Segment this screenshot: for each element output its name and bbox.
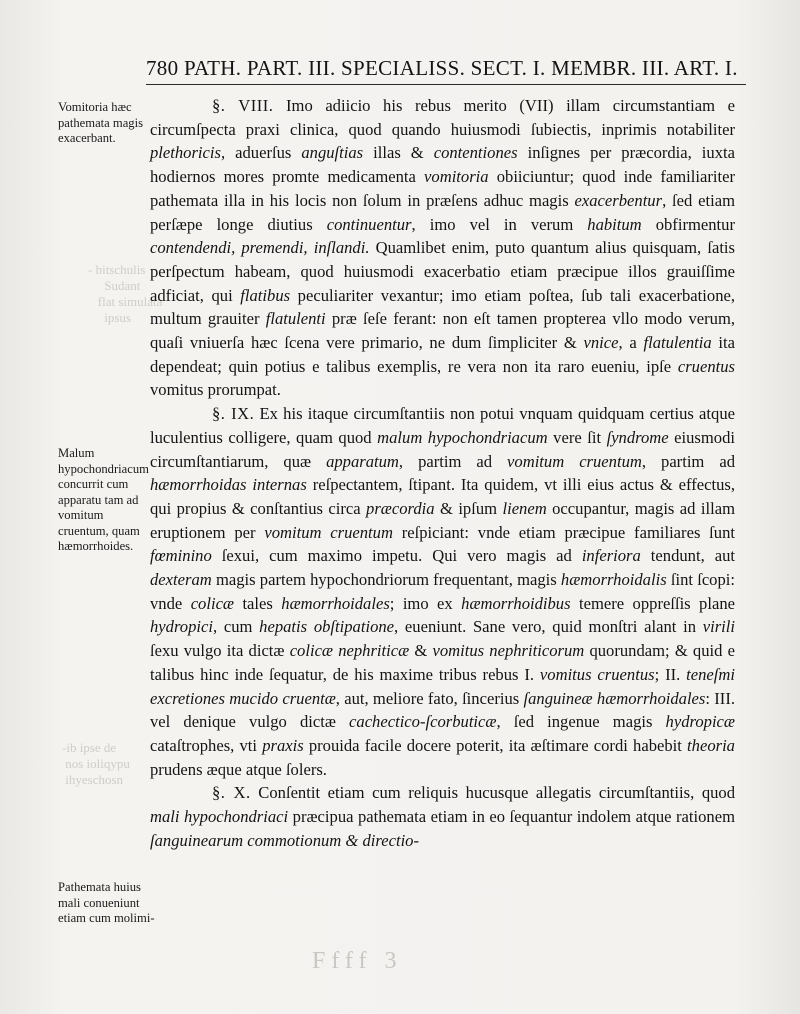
italic-run: continuentur xyxy=(326,214,412,234)
italic-run: colicæ xyxy=(190,593,235,613)
italic-run: flatibus xyxy=(240,285,291,305)
italic-run: habitum xyxy=(587,214,642,234)
margin-note-pathemata: Pathemata huius mali conueniunt etiam cum molimi- xyxy=(58,880,155,925)
running-head: 780 PATH. PART. III. SPECIALISS. SECT. I. MEMBR. III. ART. I. xyxy=(146,56,746,85)
paragraph-viii xyxy=(150,94,735,402)
text-run: & ipſum xyxy=(434,498,503,518)
italic-run: hæmorrhoidas internas xyxy=(150,475,307,495)
text-run: ita dependeat; quin potius e talibus exemplis, re vera non ita raro eueniu, ipſe xyxy=(150,333,736,376)
italic-run: cachectico-ſcorbuticæ xyxy=(349,712,497,732)
italic-run: hæmorrhoidales xyxy=(281,593,390,613)
italic-run: malum hypochondriacum xyxy=(377,427,548,447)
italic-run: contendendi, premendi, inſlandi. xyxy=(150,238,370,258)
text-run: temere oppreſſis plane xyxy=(570,593,735,613)
italic-run: inferiora xyxy=(581,546,641,566)
margin-note-malum-hypochondriacum: Malum hypochondriacum concurrit cum apparatu tam ad vomitum cruentum, quam hæmorrhoides. xyxy=(58,446,149,553)
text-run: quorundam; & quid e talibus hinc inde ſequatur, de his maxime tribus rebus I. xyxy=(150,641,735,684)
italic-run: theoria xyxy=(687,735,735,755)
text-run: ſexu vulgo ita dictæ xyxy=(150,641,290,661)
text-run: obfirmentur xyxy=(641,214,735,234)
text-run: , ſed ingenue magis xyxy=(496,712,666,732)
italic-run: mali hypochondriaci xyxy=(150,807,289,827)
bleed-through-signature: Ffff 3 xyxy=(312,948,403,974)
text-run: occupantur, magis ad illam eruptionem per xyxy=(150,498,735,542)
italic-run: apparatum xyxy=(326,451,399,471)
italic-run: dexteram xyxy=(150,570,212,590)
text-run: & xyxy=(409,641,433,661)
text-run: Quamlibet enim, puto quantum alius quisquam, ſatis perſpectum habeam, quod huiusmodi exacerbatio etiam præcipue illos grauiſſime adficiat, qui xyxy=(150,238,735,305)
italic-run: vomitum cruentum xyxy=(507,451,642,471)
italic-run: vomitus nephriticorum xyxy=(432,641,585,661)
text-run: præ ſeſe ferant: non eſt tamen propterea vllo modo verum, quaſi vniuerſa hæc ſcena vere primario, ne dum ſimpliciter & xyxy=(150,309,735,353)
section-label: §. X. xyxy=(212,783,251,803)
text-run: prudens æque atque ſolers. xyxy=(150,759,327,779)
italic-run: hydropicæ xyxy=(665,712,735,732)
text-run: ſint ſcopi: vnde xyxy=(150,570,735,613)
italic-run: anguſtias xyxy=(301,143,364,163)
italic-run: colicæ nephriticæ xyxy=(289,641,410,661)
text-run: ; II. xyxy=(654,664,687,684)
italic-run: praxis xyxy=(262,735,304,755)
italic-run: ſanguinearum commotionum & directio- xyxy=(150,830,419,850)
italic-run: ſanguineæ hæmorrhoidales xyxy=(523,688,706,708)
text-run: ; imo ex xyxy=(389,593,462,613)
text-run: , partim ad xyxy=(641,451,735,471)
text-run: præcipua pathemata etiam in eo ſequantur indolem atque rationem xyxy=(288,807,735,827)
text-run: ſexui, cum maximo impetu. Qui vero magis ad xyxy=(211,546,582,566)
text-run: reſpiciant: vnde etiam præcipue familiares ſunt xyxy=(392,522,735,542)
text-run: , imo vel in verum xyxy=(411,214,588,234)
paragraph-ix xyxy=(150,402,735,781)
italic-run: vnice xyxy=(583,333,619,353)
paragraph-body xyxy=(150,96,735,399)
italic-run: flatulenti xyxy=(265,309,326,329)
text-run: vomitus prorumpat. xyxy=(150,380,281,400)
italic-run: hæmorrhoidalis xyxy=(560,570,667,590)
bleed-through-text: -ib ipse de nos ioliqypu ihyeschosn xyxy=(62,740,130,787)
italic-run: vomitum cruentum xyxy=(264,522,393,542)
italic-run: vomitoria xyxy=(424,167,489,187)
section-label: §. IX. xyxy=(212,404,255,424)
margin-note-vomitoria: Vomitoria hæc pathemata magis exacerbant. xyxy=(58,100,143,145)
text-run: : III. vel denique vulgo dictæ xyxy=(150,688,735,732)
italic-run: cruentus xyxy=(677,356,735,376)
text-run: , partim ad xyxy=(398,451,508,471)
text-run: Conſentit etiam cum reliquis hucusque allegatis circumſtantiis, quod xyxy=(258,783,736,803)
text-run: cataſtrophes, vti xyxy=(150,735,263,755)
italic-run: hepatis obſtipatione xyxy=(259,617,395,637)
text-run: Ex his itaque circumſtantiis non potui vnquam quidquam certius atque luculentius colligere, quam quod xyxy=(150,404,735,447)
text-run: peculiariter vexantur; imo etiam poſtea, ſub tali exacerbatione, multum grauiter xyxy=(150,285,736,329)
text-run: illas & xyxy=(363,143,434,163)
text-run: tendunt, aut xyxy=(640,546,735,566)
main-text xyxy=(150,94,735,853)
text-run: inſignes per præcordia, iuxta hodiernos mores promte medicamenta xyxy=(150,143,735,187)
bleed-through-text: - bitschulis Sudant flat simulata ipsus xyxy=(88,262,163,325)
text-run: eiusmodi circumſtantiarum, quæ xyxy=(150,427,735,471)
text-run: , cum xyxy=(212,617,260,637)
text-run: , aduerſus xyxy=(220,143,302,163)
text-run: prouida facile docere poterit, ita æſtimare cordi habebit xyxy=(303,735,688,755)
text-run: , a xyxy=(618,333,644,353)
italic-run: hydropici xyxy=(150,617,213,637)
paragraph-x xyxy=(150,781,735,852)
text-run: tales xyxy=(234,593,282,613)
italic-run: teneſmi excretiones mucido cruentæ xyxy=(150,664,735,708)
text-run: , eueniunt. Sane vero, quid monſtri alant in xyxy=(394,617,703,637)
text-run: magis partem hypochondriorum frequentant, magis xyxy=(211,570,561,590)
italic-run: ſyndrome xyxy=(606,427,669,447)
text-run: reſpectantem, ſtipant. Ita quidem, vt illi eius actus & effectus, qui propius & conſtantius circa xyxy=(150,475,735,518)
italic-run: flatulentia xyxy=(643,333,712,353)
italic-run: exacerbentur xyxy=(574,190,663,210)
italic-run: plethoricis xyxy=(150,143,221,163)
text-run: vere ſit xyxy=(547,427,607,447)
text-run: obiiciuntur; quod inde familiariter pathemata illa in his locis non ſolum in præſens adhuc magis xyxy=(150,167,735,210)
italic-run: hæmorrhoidibus xyxy=(461,593,571,613)
italic-run: fœminino xyxy=(150,546,212,566)
italic-run: præcordia xyxy=(366,498,435,518)
text-run: Imo adiicio his rebus merito (VII) illam circumstantiam e circumſpecta praxi clinica, quod quando huiusmodi ſubiectis, inprimis notabiliter xyxy=(150,96,735,139)
text-run: , aut, meliore fato, ſincerius xyxy=(335,688,524,708)
section-label: §. VIII. xyxy=(212,96,274,115)
text-run: , ſed etiam perſæpe longe diutius xyxy=(150,190,735,234)
italic-run: virili xyxy=(702,617,736,637)
italic-run: vomitus cruentus xyxy=(539,664,655,684)
italic-run: lienem xyxy=(502,498,547,518)
italic-run: contentiones xyxy=(433,143,518,163)
paragraph-body xyxy=(150,404,735,779)
